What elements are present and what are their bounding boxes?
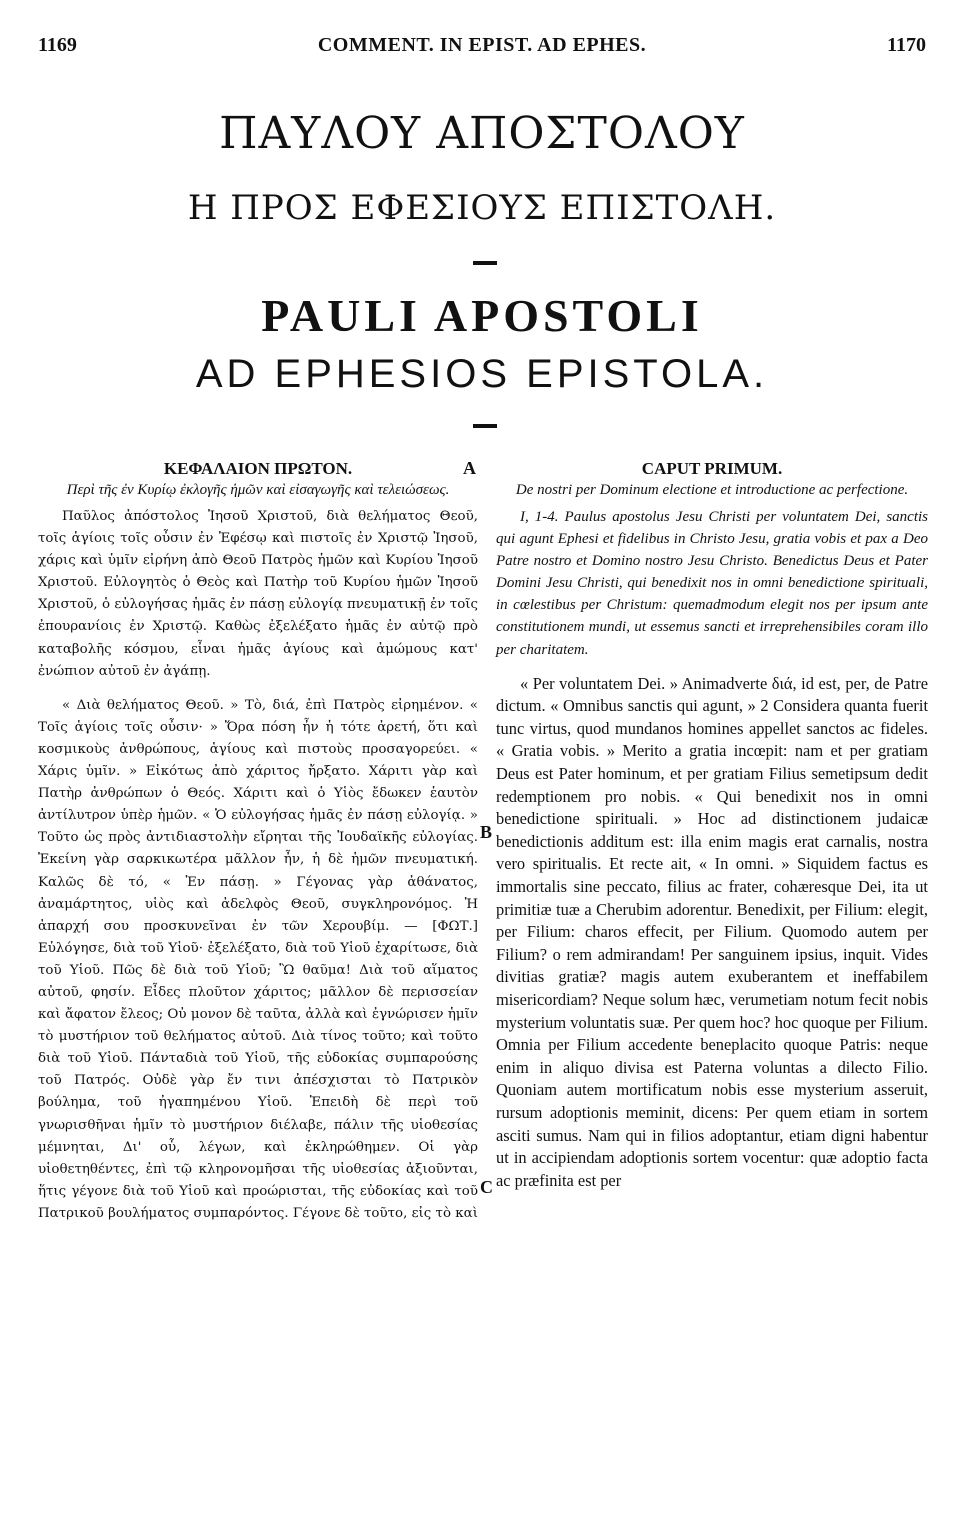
title-divider — [473, 424, 497, 428]
latin-chapter-summary: De nostri per Dominum electione et introductione ac perfectione. — [515, 482, 909, 498]
latin-title-line-2: AD EPHESIOS EPISTOLA. — [195, 352, 769, 396]
greek-commentary-paragraph: « Διὰ θελήματος Θεοῦ. » Τὸ, διά, ἐπὶ Πατρὸς εἰρημένον. « Τοῖς ἁγίοις τοῖς οὖσιν· » Ὅρα πόση ἦν ἡ τότε ἀρετή, ὅτι καὶ κοσμικοὺς ἀνθρώπους, ἁγίους καὶ πιστοὺς προσαγορεύει. « Χάρις ὑμῖν. » Εἰκότως ἀπὸ χάριτος ἤρξατο. Χάριτι γὰρ καὶ Πατὴρ ἀνθρώπων ὁ Θεός. Χάριτι καὶ ὁ Υἱὸς ἔδωκεν ἑαυτὸν ἀντίλυτρον ὑπὲρ ἡμῶν. « Ὁ εὐλογήσας ἡμᾶς ἐν πάσῃ εὐλογίᾳ. » Τοῦτο ὡς πρὸς ἀντιδιαστολὴν εἴρηται τῆς Ἰουδαϊκῆς εὐλογίας. Ἐκείνη γὰρ σαρκικωτέρα μᾶλλον ἦν, ἡ δὲ ἡμῶν πνευματική. Καλῶς δὲ τό, « Ἐν πάσῃ. » Γέγονας γὰρ ἀθάνατος, ἀναμάρτητος, υἱὸς καὶ ἀδελφὸς Θεοῦ, συγκληρονόμος. Ἡ ἀπαρχή σου προσκυνεῖναι ἐν τῶν Χερουβίμ. — [ΦΩΤ.] Εὐλόγησε, διὰ τοῦ Υἱοῦ· ἐξελέξατο, διὰ τοῦ Υἱοῦ ἐχαρίτωσε, διὰ τοῦ Υἱοῦ. Πῶς δὲ διὰ τοῦ Υἱοῦ; Ὢ θαῦμα! Διὰ τοῦ αἵματος αὐτοῦ, φησίν. Εἶδες πλοῦτον χάριτος; μᾶλλον δὲ περισσείαν καὶ ἄφατον ἔλεος; Οὐ μονον δὲ ταῦτα, ἀλλὰ καὶ ἐγνώρισεν ἡμῖν τὸ μυστήριον τοῦ θελήματος αὐτοῦ. Διὰ τίνος τοῦτο; καὶ τοῦτο διὰ τοῦ Υἱοῦ. Πάνταδιὰ τοῦ Υἱοῦ, τῆς εὐδοκίας συμπαρούσης τοῦ Πατρός. Οὐδὲ γὰρ ἔν τινι ἀπέσχισται τὸ Πατρικὸν βούλημα, τοῦ ἠγαπημένου Υἱοῦ. Ἐπειδὴ δὲ περὶ τοῦ γνωρισθῆναι ἡμῖν τὸ μυστήριον διέλαβε, πάλιν τῆς υἱοθεσίας μέμνηται, Δι' οὗ, λέγων, καὶ ἐκληρώθημεν. Οἱ γὰρ υἱοθετηθέντες, ἐπὶ τῷ κληρονομῆσαι τῆς υἱοθεσίας ἀξιοῦνται, ἥτις γέγονε διὰ τοῦ Υἱοῦ καὶ προώρισται, τῆς εὐδοκίας καὶ τοῦ Πατρικοῦ βουλήματος συμπαρόντος. Γέγονε δὲ τοῦτο, εἰς τὸ καὶ — [38, 697, 478, 1221]
latin-title-line-1: PAULI APOSTOLI — [261, 290, 703, 341]
greek-column — [38, 458, 478, 1225]
latin-scripture-paragraph: I, 1-4. Paulus apostolus Jesu Christi per voluntatem Dei, sanctis qui agunt Ephesi et fidelibus in Christo Jesu, gratia vobis et pax a Deo Patre nostro et Domino nostro Jesu Christo. Benedictus Deus et Pater Domini Jesu Christi, qui benedixit nos in omni benedictione spirituali, in cœlestibus per Christum: quemadmodum elegit nos per ipsum ante constitutionem mundi, ut essemus sancti et irreprehensibiles coram illo per charitatem. — [496, 509, 928, 658]
paragraph-gap — [38, 683, 478, 695]
latin-column — [496, 458, 928, 1192]
left-page-number: 1169 — [38, 34, 77, 56]
margin-letter-b: B — [480, 822, 493, 842]
running-head — [38, 34, 926, 60]
greek-chapter-summary: Περὶ τῆς ἐν Κυρίῳ ἐκλογῆς ἡμῶν καὶ εἰσαγωγῆς καὶ τελειώσεως. — [66, 482, 450, 498]
latin-commentary-paragraph: « Per voluntatem Dei. » Animadverte διά, id est, per, de Patre dictum. « Omnibus sanctis qui agunt, » 2 Considera quanta fuerit tunc virtus, quod mundanos homines appellet sanctos ac fideles. « Gratia vobis. » Merito a gratia incœpit: nam et per gratiam Deus est Pater hominum, et per gratiam Filius semetipsum dedit redemptionem pro nobis. « Qui benedixit nos in omni benedictione spirituali. » Hoc ad distinctionem judaicæ benedictionis additum est: illa enim magis erat carnalis, nostra vero spiritualis. Et recte ait, « In omni. » Siquidem factus es immortalis sine peccato, filius ac frater, cohæresque Dei, ita ut primitiæ tuæ a Cherubim adorentur. Benedixit, per Filium: elegit, per Filium: charos effecit, per Filium. Quomodo autem per Filium? o rem admirandam! Per sanguinem ipsius, inquit. Vides divitias gratiæ? magis autem exuberantem et ineffabilem misericordiam? Neque solum hæc, verumetiam notum fecit nobis mysterium voluntatis suæ. Per quem hoc? hoc quoque per Filium. Omnia per Filium accedente beneplacito quoque Patris: neque enim in aliquo divisa est Paterna voluntas a dilecto Filio. Quoniam autem mortificatum nobis esse mysterium asseruit, rursum adoptionis meminit, dicens: Per quem etiam in sortem asciti sumus. Nam qui in filios adoptantur, etiam digni habentur ut in accipiendam adoptionis sortem vocentur: quæ adoptio facta ac præfinita est per — [496, 673, 928, 1190]
title-divider — [473, 261, 497, 265]
greek-title-line-1: ΠΑΥΛΟΥ ΑΠΟΣΤΟΛΟΥ — [219, 108, 745, 159]
latin-chapter-heading: CAPUT PRIMUM. — [641, 459, 783, 478]
right-page-number: 1170 — [887, 34, 926, 56]
greek-title-line-2: Η ΠΡΟΣ ΕΦΕΣΙΟΥΣ ΕΠΙΣΤΟΛΗ. — [187, 188, 777, 228]
paragraph-gap — [496, 661, 928, 673]
margin-letter-c: C — [480, 1177, 493, 1197]
greek-scripture-paragraph: Παῦλος ἀπόστολος Ἰησοῦ Χριστοῦ, διὰ θελήματος Θεοῦ, τοῖς ἁγίοις τοῖς οὖσιν ἐν Ἐφέσῳ καὶ πιστοῖς ἐν Χριστῷ Ἰησοῦ, χάρις καὶ ὑμῖν εἰρήνη ἀπὸ Θεοῦ Πατρὸς ἡμῶν καὶ Κυρίου Ἰησοῦ Χριστοῦ. Εὐλογητὸς ὁ Θεὸς καὶ Πατὴρ τοῦ Κυρίου ἡμῶν Ἰησοῦ Χριστοῦ, ὁ εὐλογήσας ἡμᾶς ἐν πάσῃ εὐλογίᾳ πνευματικῇ ἐν τοῖς ἐπουρανίοις ἐν Χριστῷ. Καθὼς ἐξελέξατο ἡμᾶς ἐν αὐτῷ πρὸ καταβολῆς κόσμου, εἶναι ἡμᾶς ἁγίους καὶ ἀμώμους κατ' ἐνώπιον αὐτοῦ ἐν ἀγάπῃ. — [38, 509, 478, 679]
greek-chapter-heading: ΚΕΦΑΛΑΙΟΝ ΠΡΩΤΟΝ. — [163, 459, 353, 478]
running-title: COMMENT. IN EPIST. AD EPHES. — [317, 34, 647, 56]
margin-letter-a: A — [463, 458, 476, 478]
